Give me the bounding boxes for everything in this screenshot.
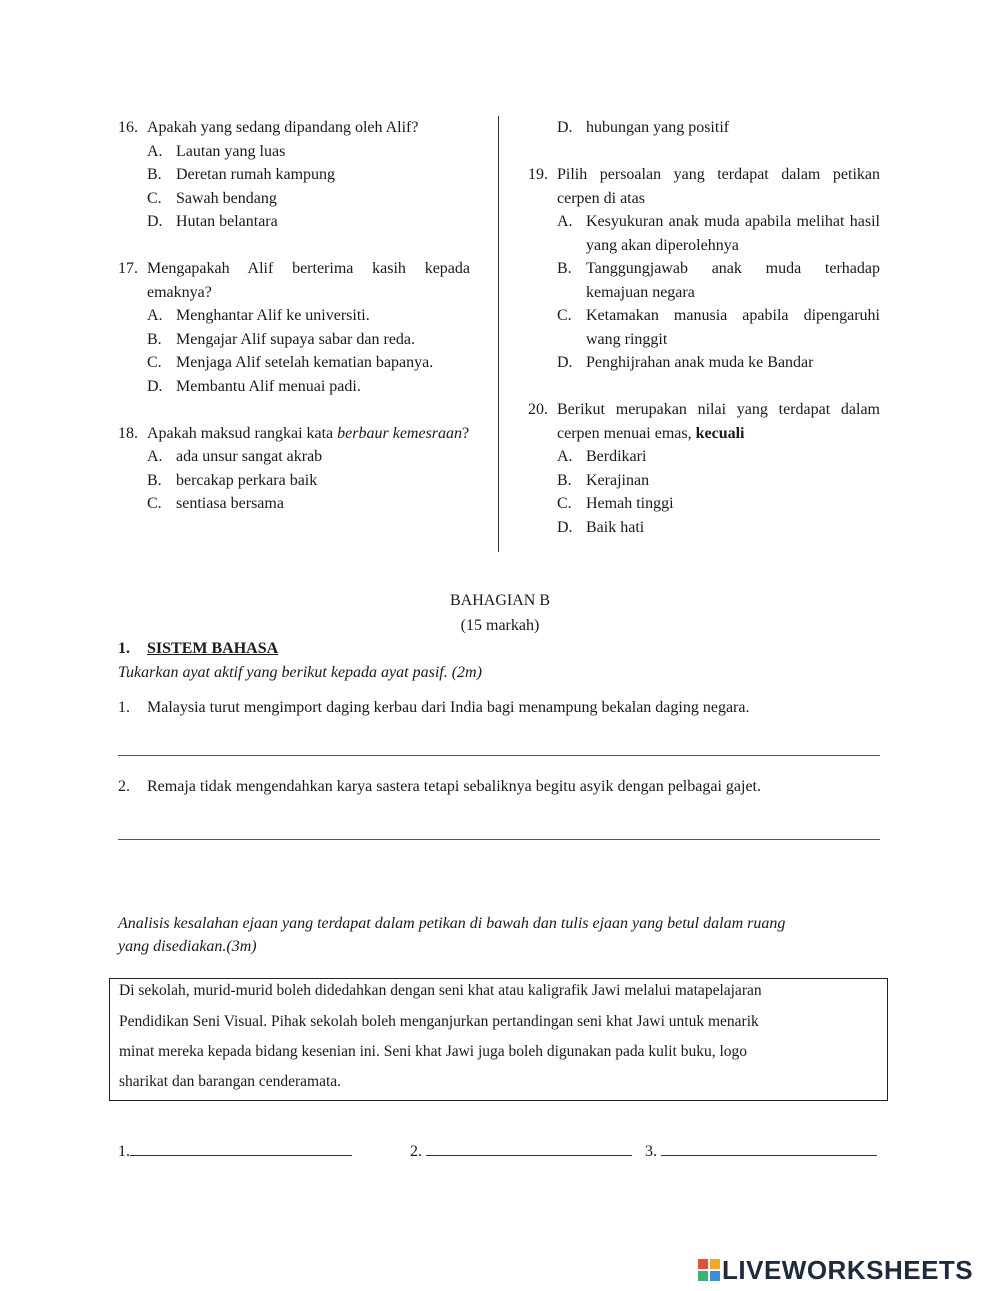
option	[118, 492, 470, 516]
section-title: BAHAGIAN B	[450, 592, 550, 609]
option-letter: B.	[147, 166, 162, 183]
question-text	[147, 422, 470, 446]
question-text: Apakah yang sedang dipandang oleh Alif?	[147, 119, 419, 136]
item-text: Malaysia turut mengimport daging kerbau dari India bagi menampung bekalan daging negara.	[147, 699, 750, 716]
answer-blank-1	[118, 1139, 352, 1161]
option	[528, 116, 880, 140]
option-letter: D.	[557, 518, 573, 536]
question-18-continued	[528, 116, 880, 140]
answer-label: 1.	[118, 1143, 130, 1160]
option-text: Hemah tinggi	[586, 495, 674, 512]
question-number: 18.	[118, 424, 138, 442]
passage-line: Di sekolah, murid-murid boleh didedahkan dengan seni khat atau kaligrafik Jawi melalui matapelajaran	[119, 982, 762, 999]
item-number: 2.	[118, 778, 130, 795]
option-text: bercakap perkara baik	[176, 471, 318, 489]
question-text-part: Apakah maksud rangkai kata	[147, 424, 338, 442]
option-text: Membantu Alif menuai padi.	[176, 377, 361, 395]
option-text: Menjaga Alif setelah kematian bapanya.	[176, 354, 434, 371]
option-text: Ketamakan manusia apabila dipengaruhi wang ringgit	[586, 307, 880, 348]
option	[118, 351, 470, 375]
option	[528, 516, 880, 540]
option-letter: B.	[557, 471, 572, 489]
option-letter: C.	[147, 189, 162, 207]
item-1	[118, 699, 749, 717]
column-divider	[498, 116, 499, 552]
option-text: hubungan yang positif	[586, 119, 730, 136]
option	[118, 328, 470, 352]
option-text: Lautan yang luas	[176, 142, 286, 160]
option-text: Hutan belantara	[176, 213, 278, 230]
item-number: 1.	[118, 699, 130, 716]
question-number: 20.	[528, 401, 548, 418]
section-marks: (15 markah)	[460, 617, 540, 634]
option	[528, 304, 880, 351]
part-title: SISTEM BAHASA	[147, 640, 279, 657]
option-text: Tanggungjawab anak muda terhadap kemajuan negara	[586, 260, 880, 301]
question-text	[557, 398, 880, 445]
answer-line-1[interactable]	[118, 755, 880, 756]
question-19	[528, 163, 880, 375]
instruction-spelling-line2: yang disediakan.(3m)	[118, 938, 257, 955]
option-letter: B.	[147, 330, 162, 348]
question-number: 16.	[118, 119, 138, 136]
question-16	[118, 116, 470, 234]
option	[528, 351, 880, 375]
question-text: Pilih persoalan yang terdapat dalam petikan cerpen di atas	[557, 166, 880, 207]
item-2	[118, 778, 761, 796]
option-text: ada unsur sangat akrab	[176, 448, 323, 465]
instruction-spelling-line1: Analisis kesalahan ejaan yang terdapat dalam petikan di bawah dan tulis ejaan yang betul dalam ruang	[118, 915, 786, 932]
option	[118, 163, 470, 187]
option-letter: C.	[147, 495, 162, 512]
option	[118, 140, 470, 164]
option-text: Baik hati	[586, 518, 645, 536]
option-text: Menghantar Alif ke universiti.	[176, 307, 370, 324]
item-text: Remaja tidak mengendahkan karya sastera tetapi sebaliknya begitu asyik dengan pelbagai gajet.	[147, 778, 761, 795]
option	[118, 304, 470, 328]
option	[118, 445, 470, 469]
passage-line: minat mereka kepada bidang kesenian ini. Seni khat Jawi juga boleh digunakan pada kulit buku, logo	[119, 1043, 748, 1060]
option	[528, 469, 880, 493]
option	[528, 257, 880, 304]
option-letter: D.	[557, 354, 573, 371]
part-number: 1.	[118, 640, 130, 657]
option-letter: D.	[147, 377, 163, 395]
question-text-part: Berikut merupakan nilai yang terdapat dalam cerpen menuai emas,	[557, 401, 880, 442]
option-letter: B.	[557, 260, 572, 277]
answer-label: 3.	[645, 1143, 657, 1160]
question-text-part: ?	[462, 424, 470, 442]
option-text: Penghijrahan anak muda ke Bandar	[586, 354, 814, 371]
question-17	[118, 257, 470, 398]
liveworksheets-logo	[697, 1257, 973, 1283]
question-text-italic: berbaur kemesraan	[337, 424, 463, 442]
passage-line: Pendidikan Seni Visual. Pihak sekolah boleh menganjurkan pertandingan seni khat Jawi untuk menarik	[119, 1013, 759, 1030]
question-number: 19.	[528, 166, 548, 183]
option-text: Deretan rumah kampung	[176, 166, 336, 183]
option-letter: A.	[147, 142, 163, 160]
left-column	[118, 116, 470, 539]
option	[118, 375, 470, 399]
question-text: Mengapakah Alif berterima kasih kepada emaknya?	[147, 260, 470, 301]
answer-field-2[interactable]	[426, 1139, 632, 1156]
instruction-active-passive: Tukarkan ayat aktif yang berikut kepada ayat pasif. (2m)	[118, 664, 482, 681]
passage-box	[109, 978, 888, 1101]
option-letter: B.	[147, 471, 162, 489]
question-number: 17.	[118, 260, 138, 277]
question-text-bold: kecuali	[695, 424, 745, 442]
option	[528, 445, 880, 469]
option-text: sentiasa bersama	[176, 495, 284, 512]
answer-line-2[interactable]	[118, 839, 880, 840]
question-20	[528, 398, 880, 539]
option-letter: A.	[557, 448, 573, 465]
option	[118, 187, 470, 211]
option-text: Sawah bendang	[176, 189, 277, 207]
answer-field-3[interactable]	[661, 1139, 877, 1156]
passage-line: sharikat dan barangan cenderamata.	[119, 1073, 342, 1090]
option	[118, 210, 470, 234]
option-letter: C.	[557, 307, 572, 324]
answer-label: 2.	[410, 1143, 422, 1160]
answer-blank-3	[645, 1139, 877, 1161]
option-letter: C.	[557, 495, 572, 512]
option-letter: D.	[147, 213, 163, 230]
option-letter: D.	[557, 119, 573, 136]
option-letter: C.	[147, 354, 162, 371]
right-column	[528, 116, 880, 563]
option-text: Kerajinan	[586, 471, 650, 489]
part-heading	[118, 640, 278, 658]
question-18	[118, 422, 470, 516]
liveworksheets-icon	[697, 1258, 721, 1282]
answer-blank-2	[410, 1139, 632, 1161]
option-text: Berdikari	[586, 448, 647, 465]
option-letter: A.	[557, 213, 573, 230]
option-letter: A.	[147, 307, 163, 324]
option	[118, 469, 470, 493]
option-text: Kesyukuran anak muda apabila melihat hasil yang akan diperolehnya	[586, 213, 880, 254]
option	[528, 210, 880, 257]
option-letter: A.	[147, 448, 163, 465]
answer-field-1[interactable]	[130, 1139, 352, 1156]
brand-name: LIVEWORKSHEETS	[722, 1255, 974, 1285]
option-text: Mengajar Alif supaya sabar dan reda.	[176, 330, 416, 348]
option	[528, 492, 880, 516]
